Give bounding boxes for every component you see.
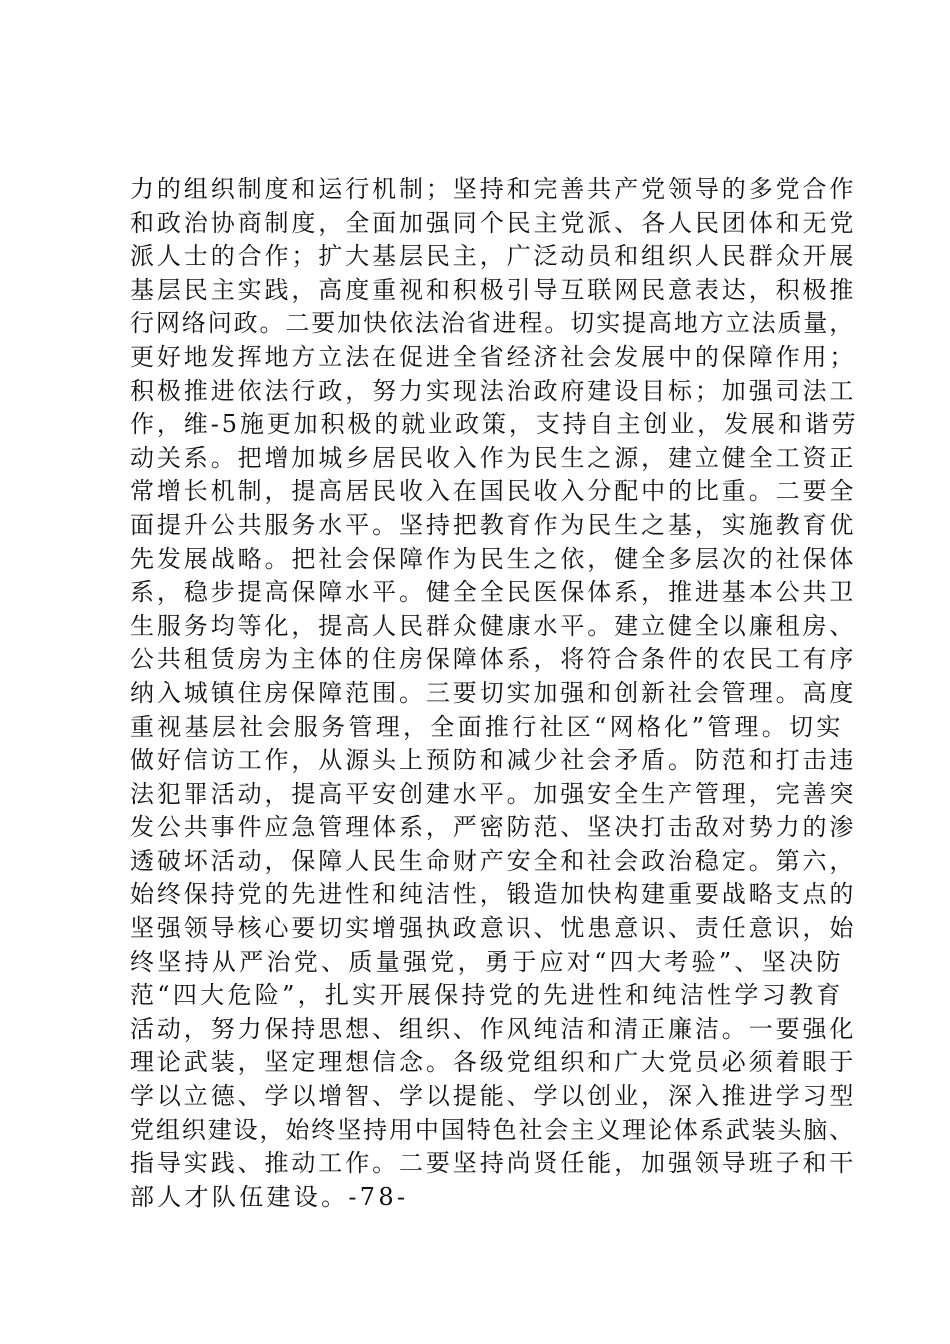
text-line: 范“四大危险”，扎实开展保持党的先进性和纯洁性学习教育 (130, 981, 844, 1010)
text-line: 生服务均等化，提高人民群众健康水平。建立健全以廉租房、 (130, 611, 857, 640)
text-line: 公共租赁房为主体的住房保障体系，将符合条件的农民工有序 (130, 645, 857, 674)
text-line: 面提升公共服务水平。坚持把教育作为民生之基，实施教育优 (130, 510, 857, 539)
body-text (130, 173, 860, 1214)
text-line: 党组织建设，始终坚持用中国特色社会主义理论体系武装头脑、 (130, 1115, 856, 1144)
text-line: 做好信访工作，从源头上预防和减少社会矛盾。防范和打击违 (130, 746, 857, 775)
text-line: 理论武装，坚定理想信念。各级党组织和广大党员必须着眼于 (130, 1048, 857, 1077)
text-line: 派人士的合作；扩大基层民主，广泛动员和组织人民群众开展 (130, 242, 857, 271)
text-line: 纳入城镇住房保障范围。三要切实加强和创新社会管理。高度 (130, 678, 857, 707)
text-line: 更好地发挥地方立法在促进全省经济社会发展中的保障作用； (130, 342, 857, 371)
text-line: 常增长机制，提高居民收入在国民收入分配中的比重。二要全 (130, 477, 857, 506)
text-line: 作，维-5施更加积极的就业政策，支持自主创业，发展和谐劳 (130, 410, 859, 439)
text-line: 部人才队伍建设。-78- (130, 1182, 409, 1211)
text-line: 发公共事件应急管理体系，严密防范、坚决打击敌对势力的渗 (130, 813, 857, 842)
text-line: 重视基层社会服务管理，全面推行社区“网格化”管理。切实 (130, 712, 844, 741)
text-line: 基层民主实践，高度重视和积极引导互联网民意表达，积极推 (130, 275, 857, 304)
text-line: 力的组织制度和运行机制；坚持和完善共产党领导的多党合作 (130, 175, 857, 203)
text-line: 指导实践、推动工作。二要坚持尚贤任能，加强领导班子和干 (130, 1149, 857, 1178)
text-line: 法犯罪活动，提高平安创建水平。加强安全生产管理，完善突 (130, 779, 857, 808)
text-line: 积极推进依法行政，努力实现法治政府建设目标；加强司法工 (130, 376, 857, 405)
text-line: 始终保持党的先进性和纯洁性，锻造加快构建重要战略支点的 (130, 880, 857, 909)
text-line: 学以立德、学以增智、学以提能、学以创业，深入推进学习型 (130, 1082, 857, 1111)
text-line: 行网络问政。二要加快依法治省进程。切实提高地方立法质量， (130, 309, 856, 338)
text-line: 和政治协商制度，全面加强同个民主党派、各人民团体和无党 (130, 208, 857, 237)
text-line: 坚强领导核心要切实增强执政意识、忧患意识、责任意识，始 (130, 914, 857, 943)
text-line: 系，稳步提高保障水平。健全全民医保体系，推进基本公共卫 (130, 578, 857, 607)
text-line: 终坚持从严治党、质量强党，勇于应对“四大考验”、坚决防 (130, 947, 844, 976)
text-line: 透破坏活动，保障人民生命财产安全和社会政治稳定。第六， (130, 846, 857, 875)
text-line: 先发展战略。把社会保障作为民生之依，健全多层次的社保体 (130, 544, 857, 573)
text-line: 活动，努力保持思想、组织、作风纯洁和清正廉洁。一要强化 (130, 1014, 857, 1043)
text-line: 动关系。把增加城乡居民收入作为民生之源，建立健全工资正 (130, 443, 857, 472)
